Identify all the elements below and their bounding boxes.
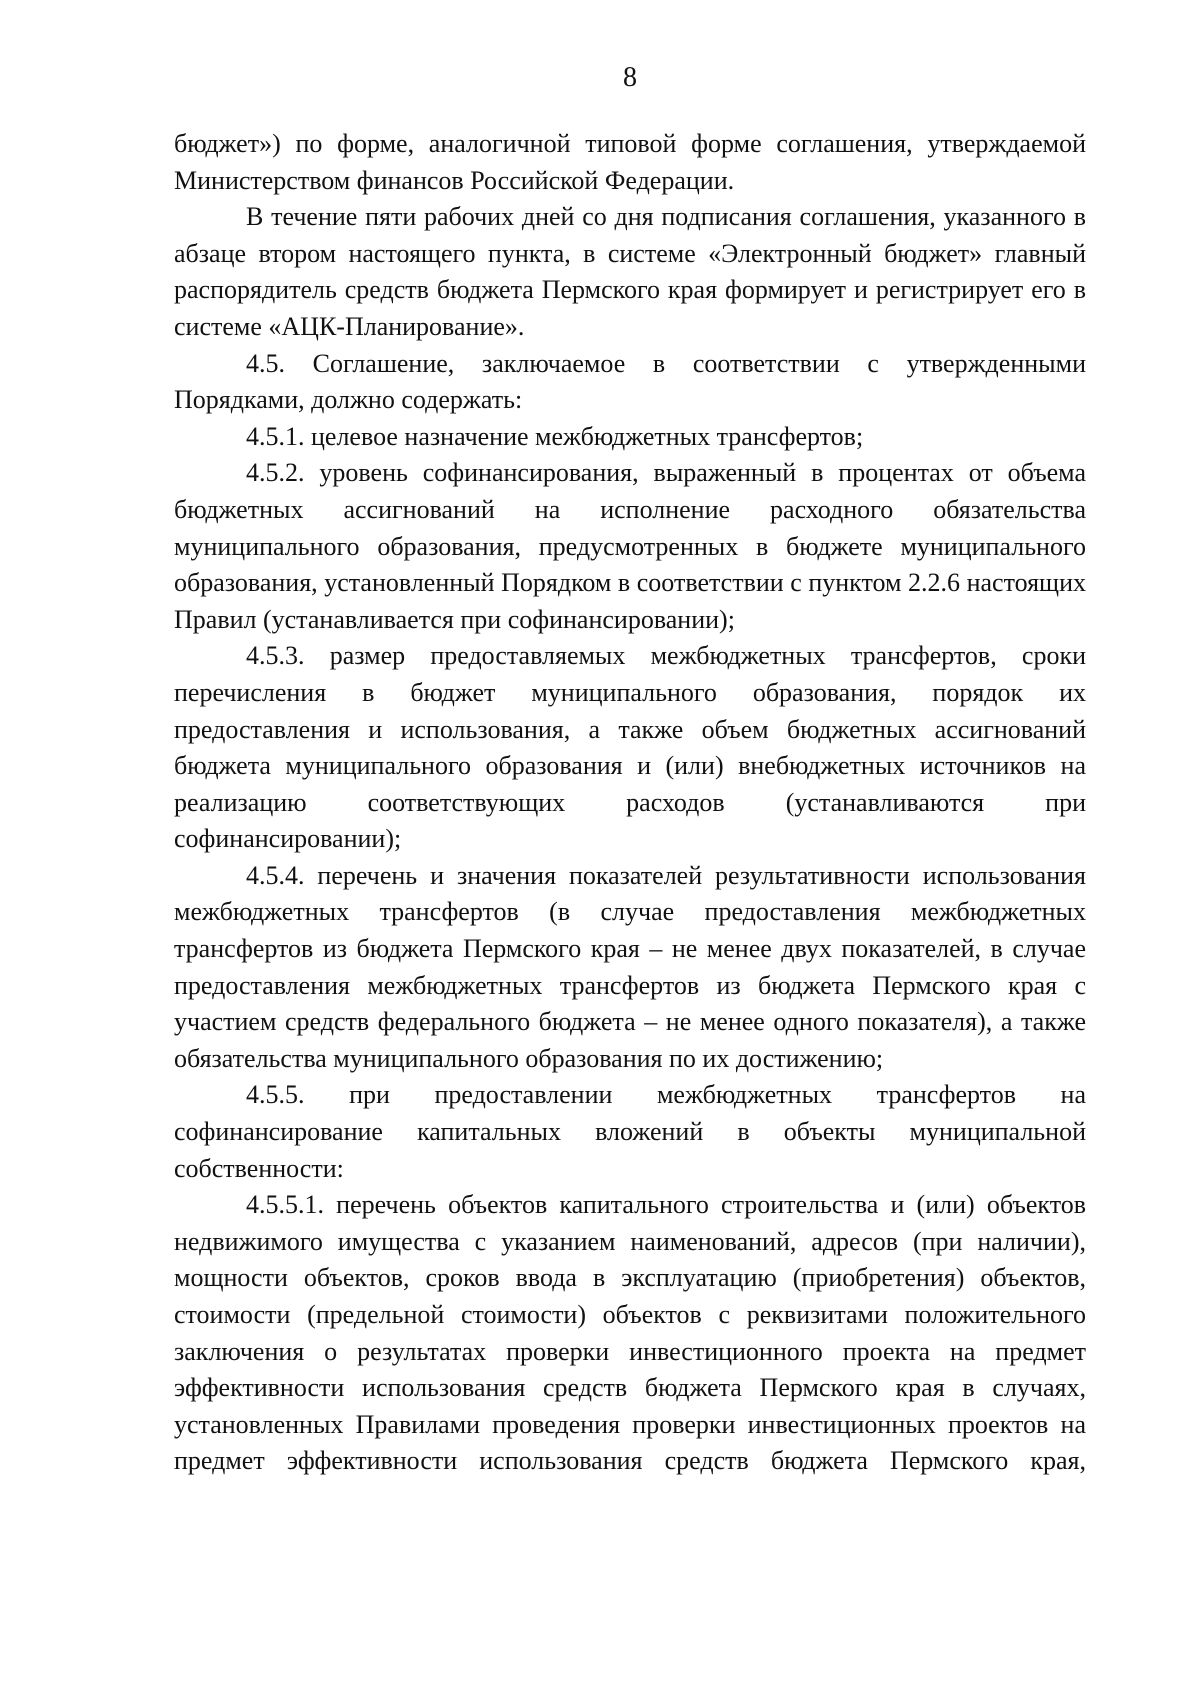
paragraph-4-5-5-1: 4.5.5.1. перечень объектов капитального строительства и (или) объектов недвижимого имущества с указанием наименований, адресов (при наличии), мощности объектов, сроков ввода в эксплуатацию (приобретения) объектов, стоимости (предельной стоимости) объектов с реквизитами положительного заключения о результатах проверки инвестиционного проекта на предмет эффективности использования средств бюджета Пермского края в случаях, установленных Правилами проведения проверки инвестиционных проектов на предмет эффективности использования средств бюджета Пермского края, — [174, 1190, 1086, 1476]
paragraph-registration: В течение пяти рабочих дней со дня подписания соглашения, указанного в абзаце втором настоящего пункта, в системе «Электронный бюджет» главный распорядитель средств бюджета Пермского края формирует и регистрирует его в системе «АЦК-Планирование». — [174, 202, 1086, 341]
paragraph-4-5-2: 4.5.2. уровень софинансирования, выраженный в процентах от объема бюджетных ассигнований на исполнение расходного обязательства муниципального образования, предусмотренных в бюджете муниципального образования, установленный Порядком в соответствии с пунктом 2.2.6 настоящих Правил (устанавливается при софинансировании); — [174, 458, 1086, 634]
paragraph-4-5-5: 4.5.5. при предоставлении межбюджетных трансфертов на софинансирование капитальных вложений в объекты муниципальной собственности: — [174, 1080, 1086, 1183]
paragraph-4-5-4: 4.5.4. перечень и значения показателей результативности использования межбюджетных трансфертов (в случае предоставления межбюджетных трансфертов из бюджета Пермского края – не менее двух показателей, в случае предоставления межбюджетных трансфертов из бюджета Пермского края с участием средств федерального бюджета – не менее одного показателя), а также обязательства муниципального образования по их достижению; — [174, 860, 1086, 1073]
paragraph-4-5-1: 4.5.1. целевое назначение межбюджетных трансфертов; — [246, 421, 864, 451]
paragraph-4-5: 4.5. Соглашение, заключаемое в соответствии с утвержденными Порядками, должно содержать: — [174, 348, 1086, 415]
paragraph-4-5-3: 4.5.3. размер предоставляемых межбюджетных трансфертов, сроки перечисления в бюджет муниципального образования, порядок их предоставления и использования, а также объем бюджетных ассигнований бюджета муниципального образования и (или) внебюджетных источников на реализацию соответствующих расходов (устанавливаются при софинансировании); — [174, 641, 1086, 854]
paragraph-continuation: бюджет») по форме, аналогичной типовой форме соглашения, утверждаемой Министерством финансов Российской Федерации. — [174, 129, 1086, 195]
page-number: 8 — [623, 62, 637, 93]
document-body — [174, 126, 1086, 1480]
